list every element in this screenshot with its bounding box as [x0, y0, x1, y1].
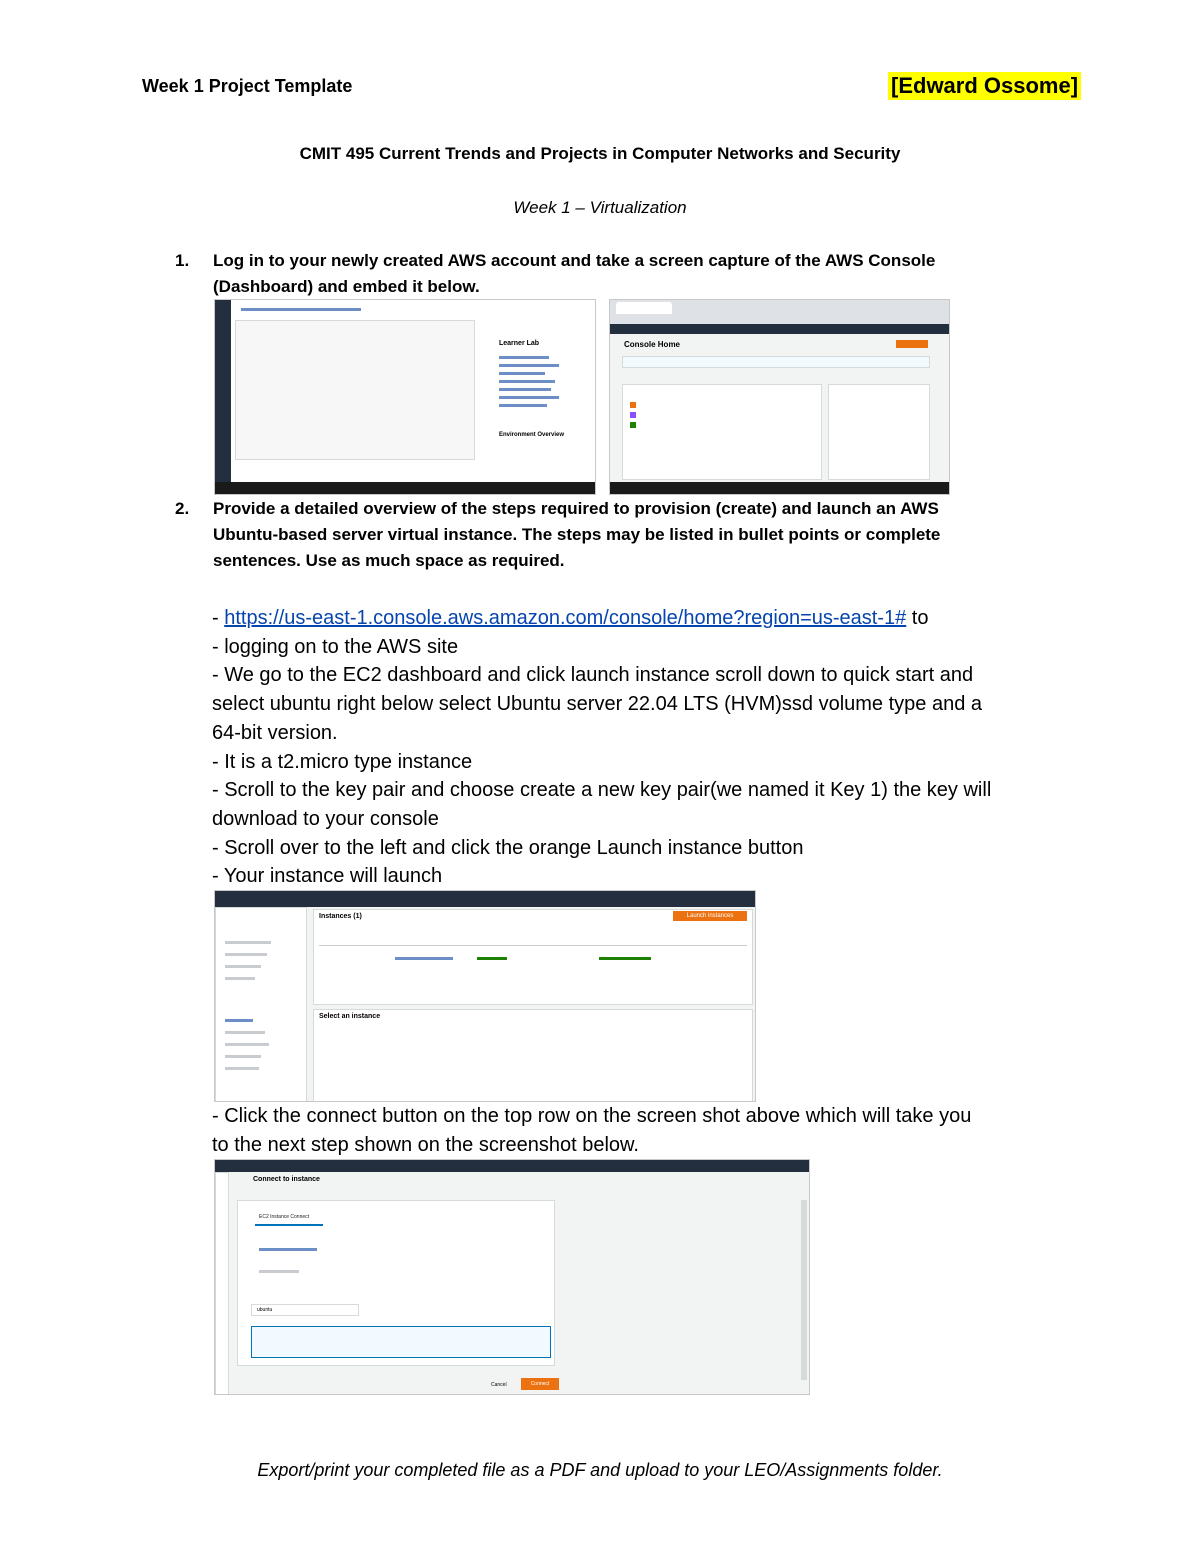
screenshot-connect — [214, 1159, 810, 1395]
answer-line: download to your console — [212, 807, 439, 830]
console-home-title: Console Home — [624, 340, 681, 349]
question-2-line-1: Provide a detailed overview of the steps required to provision (create) and launch an AWS — [213, 499, 939, 518]
screenshot-instances — [214, 890, 756, 1102]
question-2-number: 2. — [175, 499, 190, 518]
question-2-line-2: Ubuntu-based server virtual instance. The steps may be listed in bullet points or complete — [213, 525, 941, 544]
answer-line: 64-bit version. — [212, 721, 338, 744]
author-name: [Edward Ossome] — [888, 72, 1081, 100]
answer-line: - It is a t2.micro type instance — [212, 750, 473, 773]
answer-link-line — [212, 604, 1072, 633]
connect-tab: EC2 Instance Connect — [259, 1214, 310, 1220]
aws-console-link[interactable]: https://us-east-1.console.aws.amazon.com/console/home?region=us-east-1# — [224, 607, 907, 629]
instances-title: Instances (1) — [319, 913, 362, 920]
connect-cancel: Cancel — [491, 1382, 507, 1388]
connect-button: Connect — [521, 1378, 559, 1390]
answer-line: - We go to the EC2 dashboard and click launch instance scroll down to quick start and — [212, 664, 974, 687]
question-1-line-2: (Dashboard) and embed it below. — [213, 277, 480, 296]
answer-line: - Scroll to the key pair and choose create a new key pair(we named it Key 1) the key will — [212, 779, 992, 802]
connect-username: ubuntu — [257, 1307, 273, 1313]
launch-instances-button: Launch instances — [673, 911, 747, 921]
question-2-line-3: sentences. Use as much space as required. — [213, 551, 565, 570]
answer-line: - logging on to the AWS site — [212, 635, 459, 658]
answer-after-line: to the next step shown on the screenshot below. — [212, 1133, 639, 1156]
answer-line: - Scroll over to the left and click the orange Launch instance button — [212, 836, 804, 859]
header-left-title: Week 1 Project Template — [142, 76, 353, 96]
question-1 — [175, 248, 1035, 300]
footer-note: Export/print your completed file as a PDF and upload to your LEO/Assignments folder. — [257, 1460, 943, 1480]
answer-link-suffix: to — [906, 607, 929, 629]
answer-after-block — [212, 1102, 1072, 1159]
question-1-number: 1. — [175, 251, 190, 270]
course-title: CMIT 495 Current Trends and Projects in Computer Networks and Security — [299, 144, 901, 163]
connect-title: Connect to instance — [253, 1176, 320, 1183]
answer-line: - Your instance will launch — [212, 865, 443, 888]
answer-link-prefix: - — [212, 607, 225, 629]
select-instance-title: Select an instance — [319, 1013, 381, 1020]
question-2 — [175, 496, 1035, 574]
screenshot-learner-lab — [214, 299, 596, 495]
learner-lab-panel-title: Learner Lab — [499, 340, 540, 347]
learner-lab-section: Environment Overview — [499, 432, 565, 438]
question-1-line-1: Log in to your newly created AWS account and take a screen capture of the AWS Console — [213, 251, 936, 270]
answer-after-line: - Click the connect button on the top row on the screen shot above which will take you — [212, 1105, 972, 1127]
answer-block — [212, 604, 1072, 891]
screenshot-console-home — [609, 299, 950, 495]
answer-line: select ubuntu right below select Ubuntu server 22.04 LTS (HVM)ssd volume type and a — [212, 693, 983, 716]
week-title: Week 1 – Virtualization — [513, 198, 687, 217]
